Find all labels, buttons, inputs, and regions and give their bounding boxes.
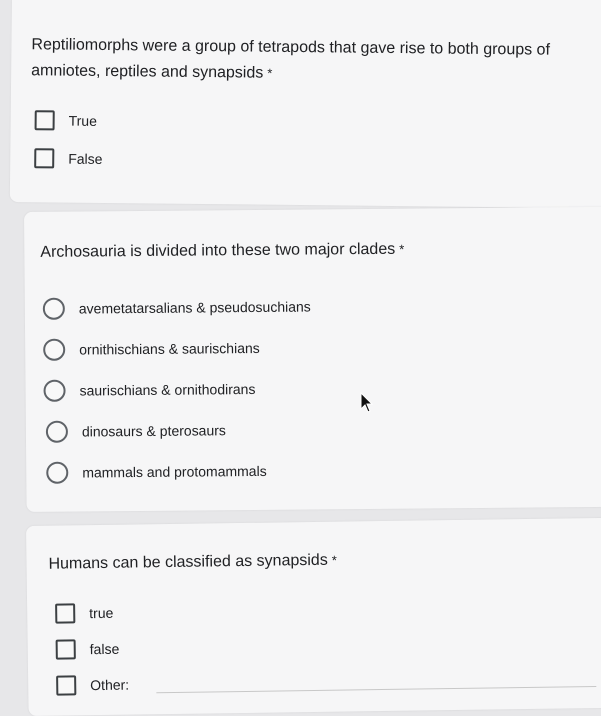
option-label: mammals and protomammals <box>82 462 267 481</box>
radio-icon[interactable] <box>43 298 65 320</box>
checkbox-icon[interactable] <box>55 603 75 623</box>
radio-option-avemetatarsalians[interactable] <box>43 296 311 320</box>
radio-icon[interactable] <box>46 462 68 484</box>
question-title-line-2: amniotes, reptiles and synapsids <box>31 62 264 82</box>
radio-icon[interactable] <box>43 339 65 361</box>
option-label: avemetatarsalians & pseudosuchians <box>78 298 311 317</box>
option-label: Other: <box>90 676 130 694</box>
option-label: true <box>89 604 114 622</box>
mouse-pointer-icon <box>360 392 374 414</box>
question-title <box>48 548 337 578</box>
required-asterisk: * <box>331 552 337 568</box>
question-title <box>40 237 404 266</box>
option-label: false <box>89 640 120 658</box>
question-card-2 <box>24 207 601 512</box>
question-title-line-1: Reptiliomorphs were a group of tetrapods that gave rise to both groups of <box>31 36 551 59</box>
checkbox-icon[interactable] <box>56 639 76 659</box>
required-asterisk: * <box>267 65 273 81</box>
option-label: ornithischians & saurischians <box>79 339 260 358</box>
checkbox-option-false[interactable] <box>34 148 102 169</box>
question-title-text: Humans can be classified as synapsids <box>48 551 328 573</box>
radio-option-dinosaurs[interactable] <box>46 419 226 443</box>
option-label: saurischians & ornithodirans <box>79 380 256 399</box>
radio-option-saurischians[interactable] <box>43 378 255 402</box>
option-label: True <box>68 112 98 129</box>
question-card-1 <box>10 0 601 208</box>
radio-icon[interactable] <box>46 421 68 443</box>
checkbox-option-true[interactable] <box>35 110 97 131</box>
other-text-input[interactable] <box>156 686 596 693</box>
question-title <box>31 32 550 89</box>
checkbox-icon[interactable] <box>56 675 76 695</box>
required-asterisk: * <box>399 241 405 257</box>
checkbox-icon[interactable] <box>34 148 54 168</box>
radio-option-mammals[interactable] <box>46 460 267 484</box>
checkbox-option-other[interactable] <box>56 675 129 696</box>
checkbox-icon[interactable] <box>35 110 55 130</box>
radio-option-ornithischians[interactable] <box>43 337 260 361</box>
option-label: dinosaurs & pterosaurs <box>81 422 226 440</box>
question-title-text: Archosauria is divided into these two major clades <box>40 240 396 261</box>
checkbox-option-false[interactable] <box>56 639 120 660</box>
option-label: False <box>68 150 103 167</box>
radio-icon[interactable] <box>43 380 65 402</box>
question-card-3 <box>26 518 601 716</box>
checkbox-option-true[interactable] <box>55 603 113 624</box>
